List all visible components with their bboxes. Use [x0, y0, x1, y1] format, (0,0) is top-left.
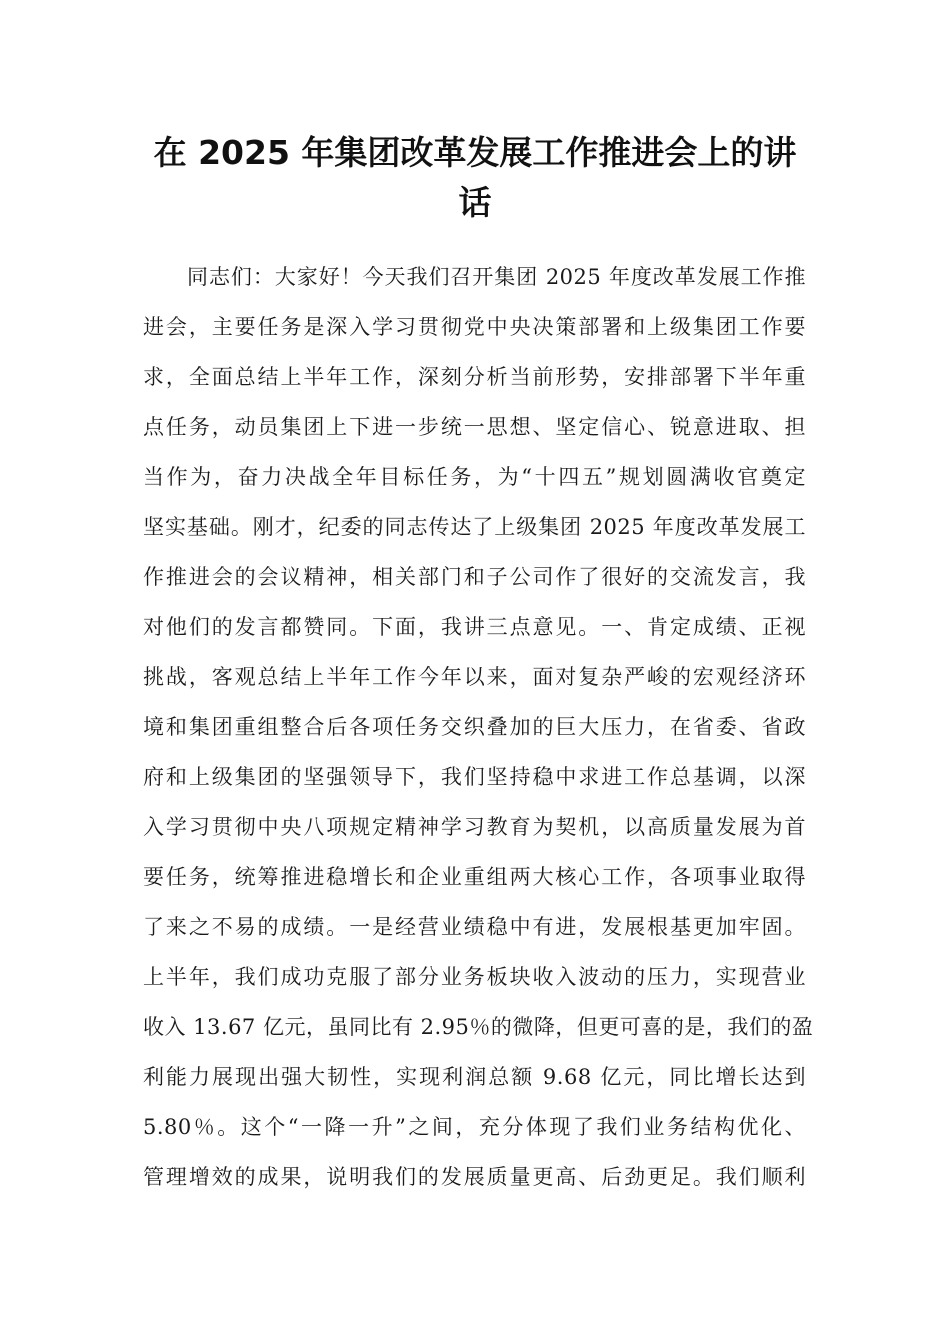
- body-line: 挑战，客观总结上半年工作今年以来，面对复杂严峻的宏观经济环: [143, 665, 806, 689]
- body-line: 利能力展现出强大韧性，实现利润总额 9.68 亿元，同比增长达到: [143, 1065, 806, 1089]
- body-line: 同志们：大家好！今天我们召开集团 2025 年度改革发展工作推: [187, 265, 806, 289]
- body-line: 5.80％。这个“一降一升”之间，充分体现了我们业务结构优化、: [143, 1115, 806, 1139]
- body-line: 管理增效的成果，说明我们的发展质量更高、后劲更足。我们顺利: [143, 1165, 806, 1189]
- body-line: 作推进会的会议精神，相关部门和子公司作了很好的交流发言，我: [143, 565, 806, 589]
- body-line: 当作为，奋力决战全年目标任务，为“十四五”规划圆满收官奠定: [143, 465, 806, 489]
- body-line: 点任务，动员集团上下进一步统一思想、坚定信心、锐意进取、担: [143, 415, 806, 439]
- body-line: 要任务，统筹推进稳增长和企业重组两大核心工作，各项事业取得: [143, 865, 806, 889]
- body-line: 上半年，我们成功克服了部分业务板块收入波动的压力，实现营业: [143, 965, 806, 989]
- speech-body: [143, 252, 814, 1202]
- body-line: 境和集团重组整合后各项任务交织叠加的巨大压力，在省委、省政: [143, 715, 806, 739]
- body-line: 求，全面总结上半年工作，深刻分析当前形势，安排部署下半年重: [143, 365, 806, 389]
- body-line: 进会，主要任务是深入学习贯彻党中央决策部署和上级集团工作要: [143, 315, 806, 339]
- title-line: 在 2025 年集团改革发展工作推进会上的讲: [153, 133, 797, 172]
- body-line: 对他们的发言都赞同。下面，我讲三点意见。一、肯定成绩、正视: [143, 615, 806, 639]
- title-line: 话: [458, 183, 492, 222]
- body-line: 收入 13.67 亿元，虽同比有 2.95％的微降，但更可喜的是，我们的盈: [143, 1015, 814, 1039]
- body-line: 入学习贯彻中央八项规定精神学习教育为契机，以高质量发展为首: [143, 815, 806, 839]
- body-line: 了来之不易的成绩。一是经营业绩稳中有进，发展根基更加牢固。: [143, 915, 806, 939]
- speech-title: [140, 128, 810, 228]
- body-line: 府和上级集团的坚强领导下，我们坚持稳中求进工作总基调，以深: [143, 765, 806, 789]
- body-line: 坚实基础。刚才，纪委的同志传达了上级集团 2025 年度改革发展工: [143, 515, 806, 539]
